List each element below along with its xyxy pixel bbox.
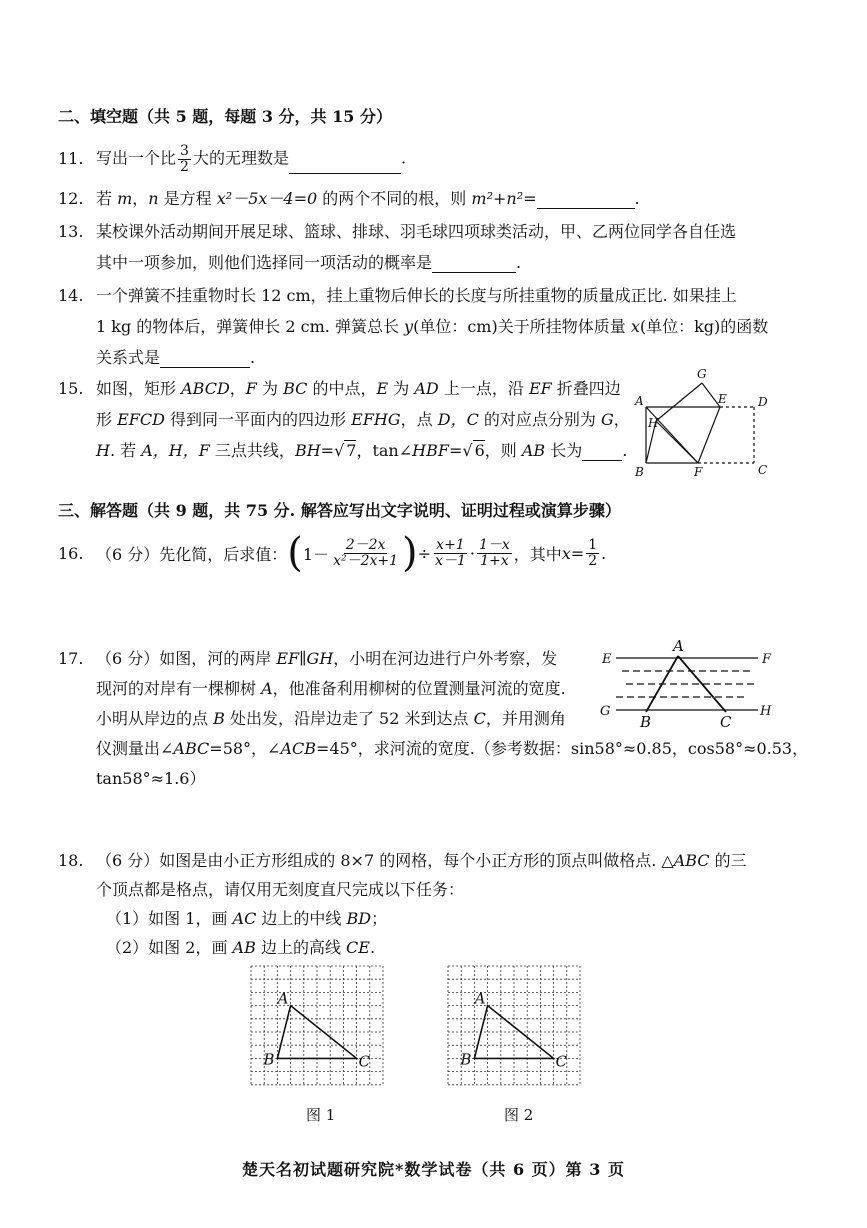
q15-text: 长为 [545,441,583,460]
q16-div: ÷ [417,543,432,563]
q18-text: 个顶点都是格点，请仅用无刻度直尺完成以下任务： [96,880,465,899]
q18-fig2-label-b: B [460,1050,472,1069]
q17-label-g: G [600,704,611,719]
q15-efhg: EFHG [351,410,401,429]
q14-x: x [630,317,640,336]
question-18-task1 [106,906,387,929]
question-11 [58,144,406,174]
question-13 [58,219,736,242]
question-18-task2 [106,935,375,958]
q12-n: n [148,189,159,208]
q14-answer-blank[interactable] [160,351,250,368]
q15-label-a: A [635,394,644,408]
q11-frac-den: 2 [180,158,189,175]
q17-a: A [261,679,273,698]
q15-bc: BC [283,379,308,398]
q15-text: . 若 [109,441,142,460]
q12-s3: 是方程 [158,189,217,208]
section-2-title: 二、填空题（共 5 题，每题 3 分，共 15 分） [58,107,392,126]
q13-end: . [516,253,522,272]
q17-c: C [473,709,486,728]
q15-e: E [376,379,389,398]
question-15 [58,376,621,399]
q15-dc: D，C [437,410,479,429]
q17-label-f: F [762,652,772,667]
q13-line2: 其中一项参加，则他们选择同一项活动的概率是 [96,253,433,272]
q18-text: ； [371,909,388,928]
q16-f4-num: 1 [588,536,598,553]
q18-fig2-label-c: C [555,1052,568,1071]
q17-label-e: E [602,652,612,667]
question-17-line2 [96,676,566,699]
q18-ce: CE [346,938,370,957]
q15-g: G [601,410,614,429]
q15-seg-hg [656,383,702,421]
question-15-line3: H. 若 A，H，F 三点共线，BH=√ 7，tan∠HBF=√ 6，则 AB 长为 . [96,441,628,460]
q15-text: ，tan∠ [356,441,413,460]
q17-text: 仪测量出∠ [96,739,174,758]
q15-text: 为 [256,379,284,398]
q18-number: 18. [58,851,84,870]
q18-fig1-label-a: A [277,989,289,1008]
question-13-cont [96,250,521,273]
q17-text: （6 分）如图，河的两岸 [96,649,277,668]
q17-text: ，并用测角 [485,709,566,728]
q18-figure-2-caption: 图 2 [504,1106,534,1124]
q15-text: ，点 [400,410,438,429]
question-15-line2 [96,407,630,430]
question-18-line2 [96,877,464,900]
q18-text: （1）如图 1，画 [106,909,233,928]
q18-text: （6 分）如图是由小正方形组成的 8×7 的网格，每个小正方形的顶点叫做格点. △ [96,851,674,870]
q16-fraction-2 [433,538,468,568]
q11-fraction [178,144,191,174]
q15-text: 的中点， [307,379,377,398]
q17-label-c: C [720,713,732,731]
q12-expression: m²+n²= [471,189,537,208]
q18-abc: ABC [673,851,710,870]
q18-text: （2）如图 2，画 [106,938,233,957]
q15-text: ， [613,410,630,429]
q18-bd: BD [346,909,372,928]
q16-right-paren: ) [402,530,418,576]
q14-number: 14. [58,286,84,305]
q18-text: . [369,938,376,957]
q15-text: 上一点，沿 [438,379,529,398]
question-17-line5 [96,766,206,789]
q11-answer-blank[interactable] [289,157,401,174]
q18-fig1-label-c: C [358,1052,371,1071]
q15-label-d: D [758,395,768,409]
q15-label-b: B [635,465,644,479]
q15-label-c: C [758,463,768,477]
q12-number: 12. [58,189,84,208]
q16-f4-den: 2 [588,552,598,569]
q16-fraction-4 [586,538,599,568]
q15-figure [632,365,772,483]
q17-label-a: A [673,637,684,655]
q16-pre: （6 分）先化简，后求值： [96,544,288,564]
q12-s2: ， [132,189,149,208]
question-17-line4 [96,736,808,759]
q15-seg-fh [656,421,698,463]
q18-fig1-label-b: B [263,1050,275,1069]
question-16 [58,530,606,576]
q17-text: ，小明在河边进行户外考察，发 [333,649,558,668]
q15-text: 的对应点分别为 [478,410,602,429]
q17-text: 小明从岸边的点 [96,709,214,728]
q16-xeq: x= [561,543,585,563]
section-3-title: 三、解答题（共 9 题，共 75 分. 解答应写出文字说明、证明过程或演算步骤） [58,501,621,520]
q14-line2b: (单位：cm)关于所挂物体质量 [413,317,631,336]
q16-number: 16. [58,543,84,563]
q15-ef: EF [528,379,552,398]
q17-text: 现河的对岸有一棵柳树 [96,679,262,698]
q14-line3: 关系式是 [96,348,161,367]
q12-s4: 的两个不同的根，则 [317,189,472,208]
q14-line2a: 1 kg 的物体后，弹簧伸长 2 cm. 弹簧总长 [96,317,405,336]
question-12 [58,186,640,209]
q15-text: 形 [96,410,118,429]
q15-efcd: EFCD [117,410,165,429]
q16-mid: ，其中 [513,544,562,564]
q17-abc: ABC [173,739,210,758]
question-14-line2 [96,314,768,337]
q15-text: ，则 [484,441,522,460]
q15-number: 15. [58,379,84,398]
q17-text: =45°，求河流的宽度.（参考数据：sin58°≈0.85，cos58°≈0.53， [316,739,809,758]
q15-label-h: H [648,416,659,430]
q12-equation: x²－5x－4=0 [216,189,318,208]
q18-ab: AB [232,938,256,957]
q17-text: 处出发，沿岸边走了 52 米到达点 [224,709,474,728]
q13-answer-blank[interactable] [432,256,516,273]
q17-figure [596,634,776,734]
q18-figure-2 [440,960,590,1090]
q16-f1-den: x²－2x+1 [333,552,399,569]
q15-bh: BH= [294,441,335,460]
q11-frac-num: 3 [180,143,189,159]
q15-hbf: HBF [412,441,449,460]
q15-ad: AD [414,379,439,398]
q15-label-e: E [718,392,727,406]
q15-label-f: F [694,465,703,479]
q18-figure-1 [243,960,393,1090]
q15-sqrt7: 7 [346,441,357,460]
q18-ac: AC [232,909,257,928]
q15-text: 如图，矩形 [96,379,182,398]
q11-post: 大的无理数是 [192,148,289,168]
q18-text: 边上的中线 [256,909,347,928]
q15-text: ， [229,379,246,398]
q15-answer-blank[interactable] [582,444,622,461]
q15-seg-ef [698,407,720,463]
q18-text: 边上的高线 [255,938,347,957]
q12-m: m [117,189,133,208]
page-footer: 楚天名初试题研究院*数学试卷（共 6 页）第 3 页 [242,1160,625,1179]
q17-b: B [213,709,225,728]
q17-text: tan58°≈1.6） [96,769,206,788]
q18-fig2-label-a: A [474,989,486,1008]
q16-fraction-1 [331,538,400,568]
q17-label-b: B [640,713,652,731]
question-14-line3 [96,345,255,368]
q15-text: 为 [388,379,415,398]
q15-text: 折叠四边 [551,379,621,398]
q12-end: . [634,189,640,208]
question-18 [58,848,747,871]
q18-text: 的三 [709,851,747,870]
q17-acb: ACB [280,739,317,758]
q15-sqrt6: 6 [474,441,485,460]
q15-abcd: ABCD [181,379,230,398]
q15-text: 三点共线， [209,441,295,460]
q16-f3-den: 1+x [480,552,509,569]
q12-answer-blank[interactable] [537,192,635,209]
q16-f1-num: 2－2x [345,536,386,553]
q14-y: y [404,317,414,336]
question-17-line3 [96,706,566,729]
q16-f3-num: 1－x [478,536,510,553]
q16-left-paren: ( [287,530,303,576]
q15-ab: AB [521,441,546,460]
q14-line1: 一个弹簧不挂重物时长 12 cm，挂上重物后伸长的长度与所挂重物的质量成正比. 如果挂上 [96,286,737,305]
q16-fraction-3 [477,538,512,568]
q14-end: . [250,348,256,367]
q13-line1: 某校课外活动期间开展足球、篮球、排球、羽毛球四项球类活动，甲、乙两位同学各自任选 [96,222,737,241]
q14-line2c: (单位：kg)的函数 [639,317,769,336]
q16-f2-den: x－1 [435,552,466,569]
q17-text: =58°，∠ [209,739,281,758]
q17-number: 17. [58,649,84,668]
q15-f: F [245,379,257,398]
q16-end: . [601,543,607,563]
q18-figure-1-caption: 图 1 [306,1106,336,1124]
q11-number: 11. [58,148,84,168]
q15-end: . [622,441,628,460]
q15-label-g: G [697,367,707,381]
question-14 [58,283,737,306]
q15-text: = [448,441,463,460]
q11-end: . [400,148,407,168]
q16-dot: · [469,543,475,563]
question-17 [58,646,557,669]
q16-f2-num: x+1 [436,536,465,553]
q16-one: 1－ [302,544,330,564]
q15-h: H [96,441,110,460]
q15-ahf: A，H，F [141,441,210,460]
q11-pre: 写出一个比 [96,148,177,168]
q17-label-h: H [760,704,772,719]
q15-text: 得到同一平面内的四边形 [164,410,352,429]
q17-text: ，他准备利用柳树的位置测量河流的宽度. [272,679,566,698]
q13-number: 13. [58,222,84,241]
q12-s1: 若 [96,189,118,208]
q17-efgh: EF∥GH [276,649,334,668]
